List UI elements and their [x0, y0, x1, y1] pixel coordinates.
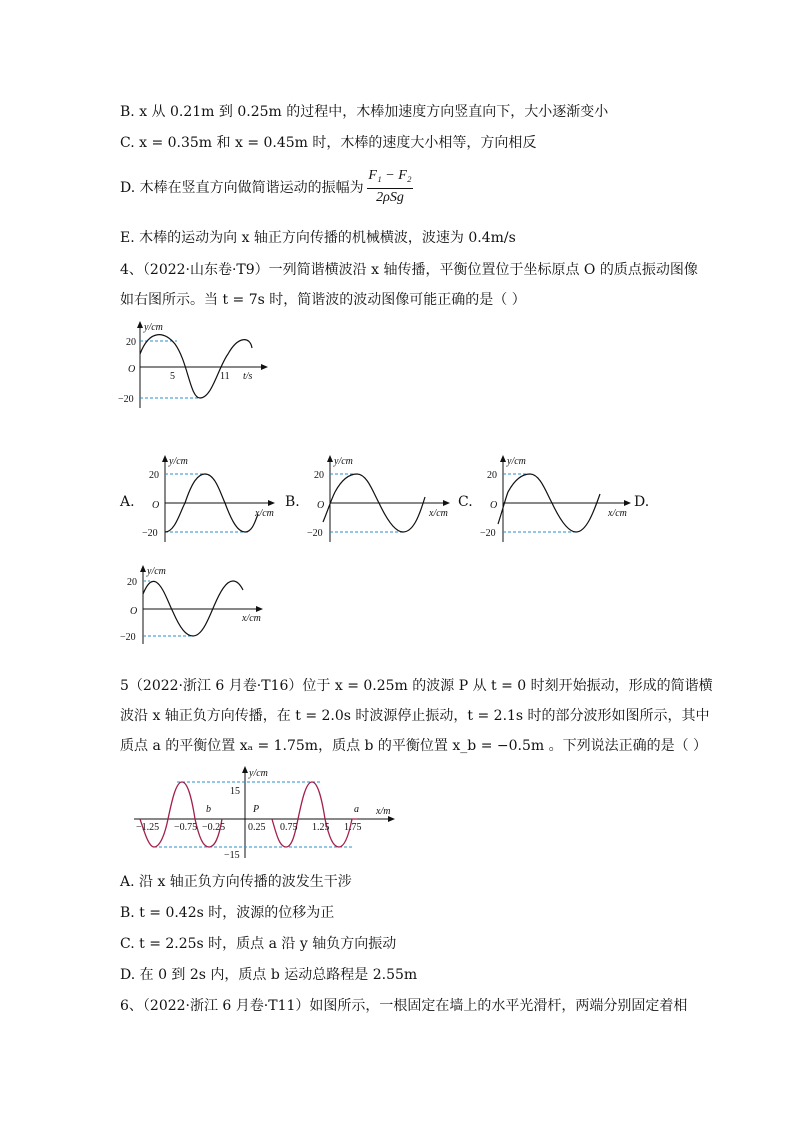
amplitude-denominator: 2ρSg: [376, 190, 404, 205]
q3-option-d: D. 木棒在竖直方向做简谐运动的振幅为: [120, 180, 364, 196]
svg-text:0.75: 0.75: [280, 822, 298, 833]
svg-text:−0.25: −0.25: [202, 822, 226, 833]
x-axis-label: x/m: [376, 806, 391, 817]
q4-option-a-graph: [140, 452, 280, 547]
svg-text:y/cm: y/cm: [334, 456, 353, 467]
origin-label: O: [128, 364, 136, 375]
svg-text:−20: −20: [480, 528, 496, 539]
svg-text:y/cm: y/cm: [147, 566, 166, 577]
x-axis-label: t/s: [243, 371, 253, 382]
svg-text:x/cm: x/cm: [255, 508, 274, 519]
amplitude-numerator: F₁ − F₂: [368, 168, 412, 183]
svg-text:x/cm: x/cm: [429, 508, 448, 519]
fraction-bar: [367, 188, 413, 189]
q4-stem-line2: 如右图所示。当 t = 7s 时，简谐波的波动图像可能正确的是（ ）: [120, 292, 526, 308]
q5-stem-line1: 5（2022·浙江 6 月卷·T16）位于 x = 0.25m 的波源 P 从 t = 0 时刻开始振动，形成的简谐横: [120, 678, 713, 694]
svg-text:−20: −20: [142, 528, 158, 539]
q4-option-b-label: B.: [285, 494, 300, 510]
svg-text:20: 20: [127, 577, 137, 588]
y-axis-label: y/cm: [144, 322, 163, 333]
q4-option-a-label: A.: [120, 494, 135, 510]
q5-option-a: A. 沿 x 轴正负方向传播的波发生干涉: [120, 874, 352, 890]
svg-text:x/cm: x/cm: [608, 508, 627, 519]
svg-text:0.25: 0.25: [248, 822, 266, 833]
svg-text:y/cm: y/cm: [507, 456, 526, 467]
svg-text:−20: −20: [120, 632, 136, 643]
y-tick-15: 15: [230, 786, 240, 797]
y-tick-20: 20: [126, 337, 136, 348]
q5-waveform-graph: [122, 762, 412, 862]
svg-text:O: O: [130, 606, 138, 617]
svg-text:y/cm: y/cm: [169, 456, 188, 467]
q4-vibration-graph: [110, 318, 270, 413]
x-tick-11: 11: [220, 371, 230, 382]
svg-text:O: O: [152, 500, 160, 511]
svg-text:O: O: [317, 500, 325, 511]
point-b: b: [206, 804, 211, 815]
y-axis-arrow: [137, 321, 143, 328]
svg-text:20: 20: [314, 470, 324, 481]
x-tick-5: 5: [170, 371, 175, 382]
point-a: a: [354, 804, 359, 815]
point-p: P: [253, 804, 260, 815]
q3-option-b: B. x 从 0.21m 到 0.25m 的过程中，木棒加速度方向竖直向下，大小逐渐变小: [120, 104, 609, 120]
q3-option-c: C. x = 0.35m 和 x = 0.45m 时，木棒的速度大小相等，方向相反: [120, 135, 537, 151]
q5-option-b: B. t = 0.42s 时，波源的位移为正: [120, 905, 335, 921]
q5-option-d: D. 在 0 到 2s 内，质点 b 运动总路程是 2.55m: [120, 967, 418, 983]
q5-option-c: C. t = 2.25s 时，质点 a 沿 y 轴负方向振动: [120, 936, 397, 952]
q4-stem-line1: 4、（2022·山东卷·T9）一列简谐横波沿 x 轴传播，平衡位置位于坐标原点 O 的质点振动图像: [120, 262, 698, 278]
q4-option-c-label: C.: [458, 494, 473, 510]
q5-stem-line2: 波沿 x 轴正负方向传播，在 t = 2.0s 时波源停止振动，t = 2.1s 时的部分波形如图所示，其中: [120, 708, 710, 724]
svg-text:x/cm: x/cm: [242, 613, 261, 624]
y-tick-neg15: −15: [224, 850, 240, 861]
svg-text:1.75: 1.75: [344, 822, 362, 833]
svg-text:−20: −20: [307, 528, 323, 539]
q4-option-b-graph: [305, 452, 455, 547]
y-tick-neg20: −20: [118, 394, 134, 405]
q4-option-d-label: D.: [634, 494, 650, 510]
q3-option-e: E. 木棒的运动为向 x 轴正方向传播的机械横波，波速为 0.4m/s: [120, 230, 516, 246]
y-axis-label: y/cm: [249, 768, 268, 779]
x-axis-arrow: [261, 364, 268, 370]
svg-text:O: O: [490, 500, 498, 511]
waveform-curve: [140, 782, 357, 847]
svg-text:1.25: 1.25: [312, 822, 330, 833]
q6-stem-line1: 6、（2022·浙江 6 月卷·T11）如图所示，一根固定在墙上的水平光滑杆，两端分别固定着相: [120, 998, 688, 1014]
svg-text:20: 20: [149, 470, 159, 481]
svg-text:−1.25: −1.25: [136, 822, 160, 833]
q4-option-d-graph: [118, 562, 268, 647]
vibration-curve: [140, 335, 252, 398]
svg-text:20: 20: [487, 470, 497, 481]
svg-text:−0.75: −0.75: [174, 822, 198, 833]
q5-stem-line3: 质点 a 的平衡位置 xₐ = 1.75m，质点 b 的平衡位置 x_b = −0.5m 。下列说法正确的是（ ）: [120, 738, 708, 754]
q4-option-c-graph: [478, 452, 633, 547]
